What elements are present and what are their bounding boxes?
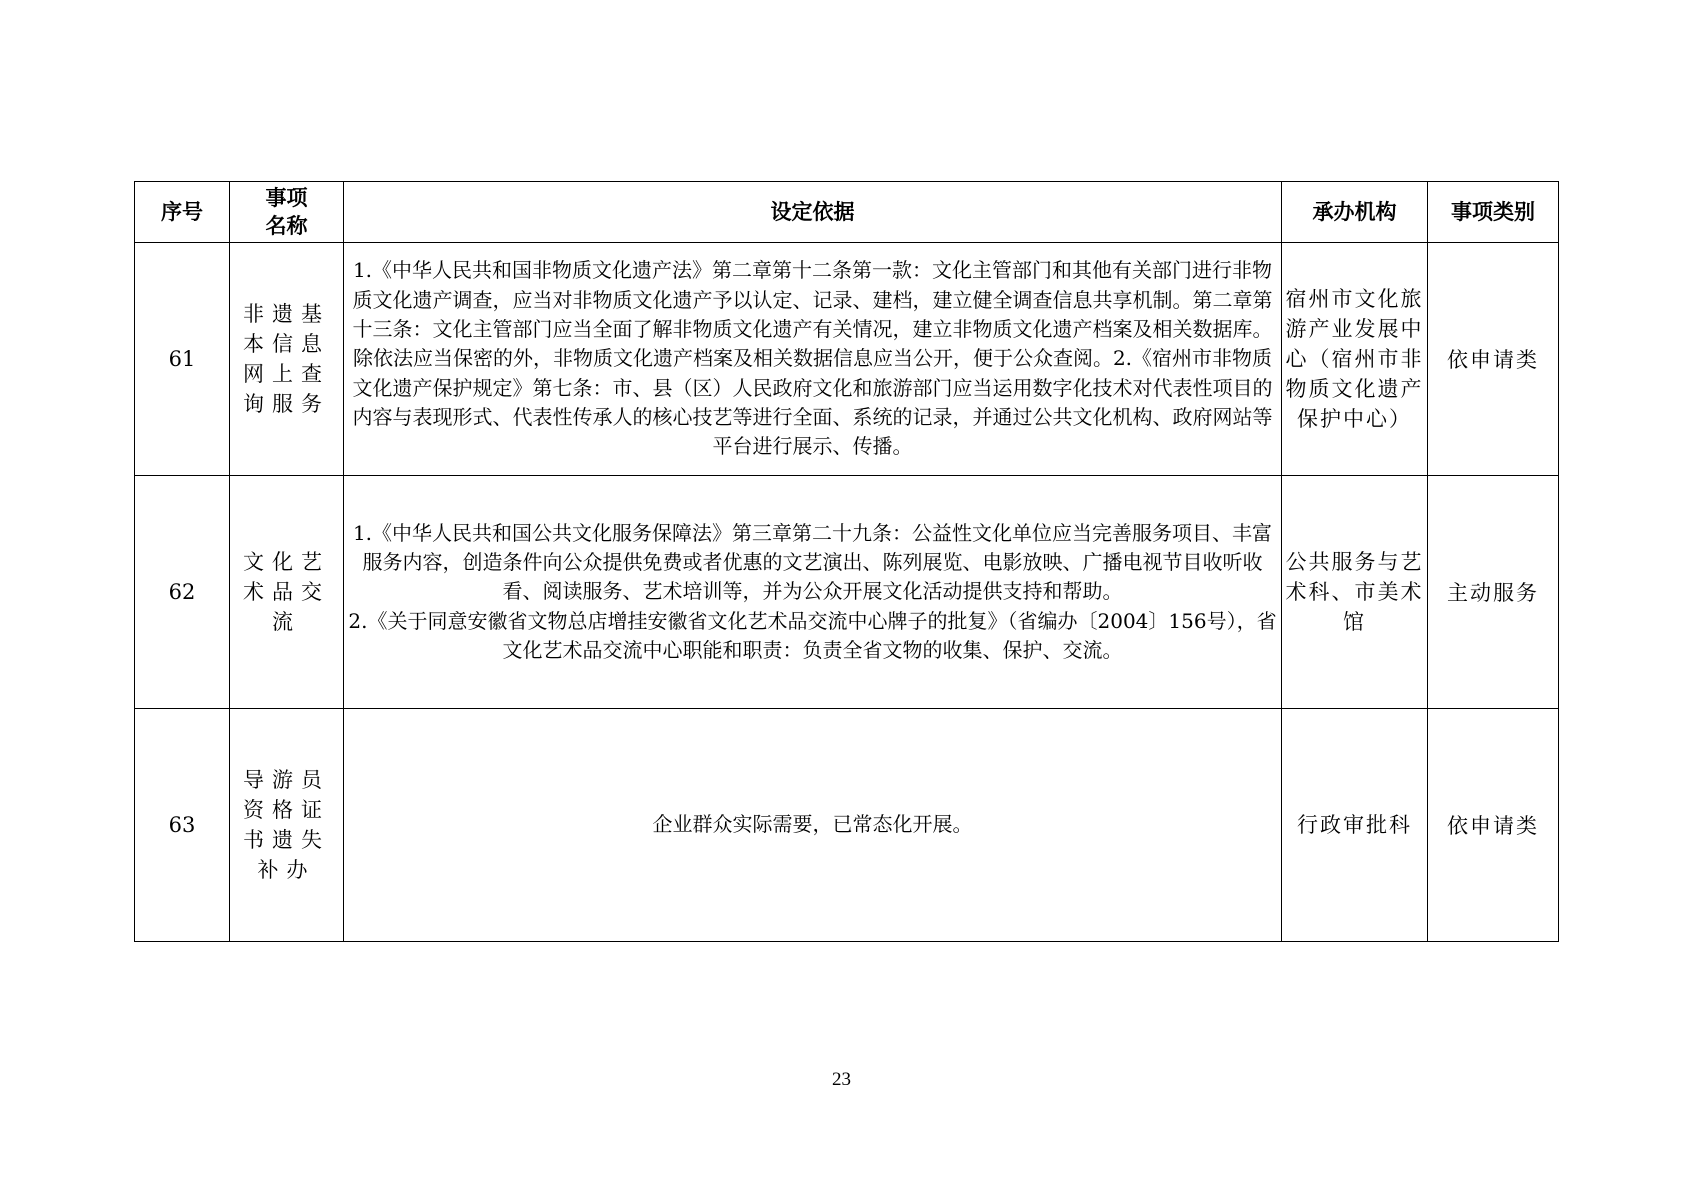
row-org: 宿州市文化旅游产业发展中心（宿州市非物质文化遗产保护中心） [1282, 243, 1428, 476]
row-category: 主动服务 [1428, 476, 1559, 709]
row-org: 行政审批科 [1282, 709, 1428, 942]
row-category: 依申请类 [1428, 709, 1559, 942]
row-seq: 63 [135, 709, 230, 942]
table-header-row [135, 182, 1559, 243]
row-item-name: 文化艺术品交流 [230, 476, 344, 709]
basis-paragraph: 1.《中华人民共和国公共文化服务保障法》第三章第二十九条：公益性文化单位应当完善服务项目、丰富服务内容，创造条件向公众提供免费或者优惠的文艺演出、陈列展览、电影放映、广播电视节目收听收看、阅读服务、艺术培训等，并为公众开展文化活动提供支持和帮助。 [352, 520, 1273, 604]
basis-paragraph: 1.《中华人民共和国非物质文化遗产法》第二章第十二条第一款：文化主管部门和其他有关部门进行非物质文化遗产调查，应当对非物质文化遗产予以认定、记录、建档，建立健全调查信息共享机制。第二章第十三条：文化主管部门应当全面了解非物质文化遗产有关情况，建立非物质文化遗产档案及相关数据库。除依法应当保密的外，非物质文化遗产档案及相关数据信息应当公开，便于公众查阅。2.《宿州市非物质文化遗产保护规定》第七条：市、县（区）人民政府文化和旅游部门应当运用数字化技术对代表性项目的内容与表现形式、代表性传承人的核心技艺等进行全面、系统的记录，并通过公共文化机构、政府网站等平台进行展示、传播。 [352, 258, 1273, 459]
table-row [135, 243, 1559, 476]
row-seq: 62 [135, 476, 230, 709]
table-row [135, 476, 1559, 709]
header-category: 事项类别 [1428, 182, 1559, 243]
basis-paragraph: 企业群众实际需要，已常态化开展。 [652, 812, 973, 837]
row-basis [344, 709, 1282, 942]
row-item-name: 非遗基本信息网上查询服务 [230, 243, 344, 476]
header-basis: 设定依据 [344, 182, 1282, 243]
row-seq: 61 [135, 243, 230, 476]
page-number: 23 [832, 1069, 851, 1090]
table-row [135, 709, 1559, 942]
row-category: 依申请类 [1428, 243, 1559, 476]
header-seq: 序号 [135, 182, 230, 243]
basis-paragraph: 2.《关于同意安徽省文物总店增挂安徽省文化艺术品交流中心牌子的批复》（省编办〔2004〕156号），省文化艺术品交流中心职能和职责：负责全省文物的收集、保护、交流。 [348, 608, 1277, 662]
row-item-name: 导游员资格证书遗失补办 [230, 709, 344, 942]
row-org: 公共服务与艺术科、市美术馆 [1282, 476, 1428, 709]
header-org: 承办机构 [1282, 182, 1428, 243]
row-basis [344, 243, 1282, 476]
row-basis [344, 476, 1282, 709]
service-items-table [134, 181, 1559, 942]
header-name: 事项名称 [230, 182, 344, 243]
